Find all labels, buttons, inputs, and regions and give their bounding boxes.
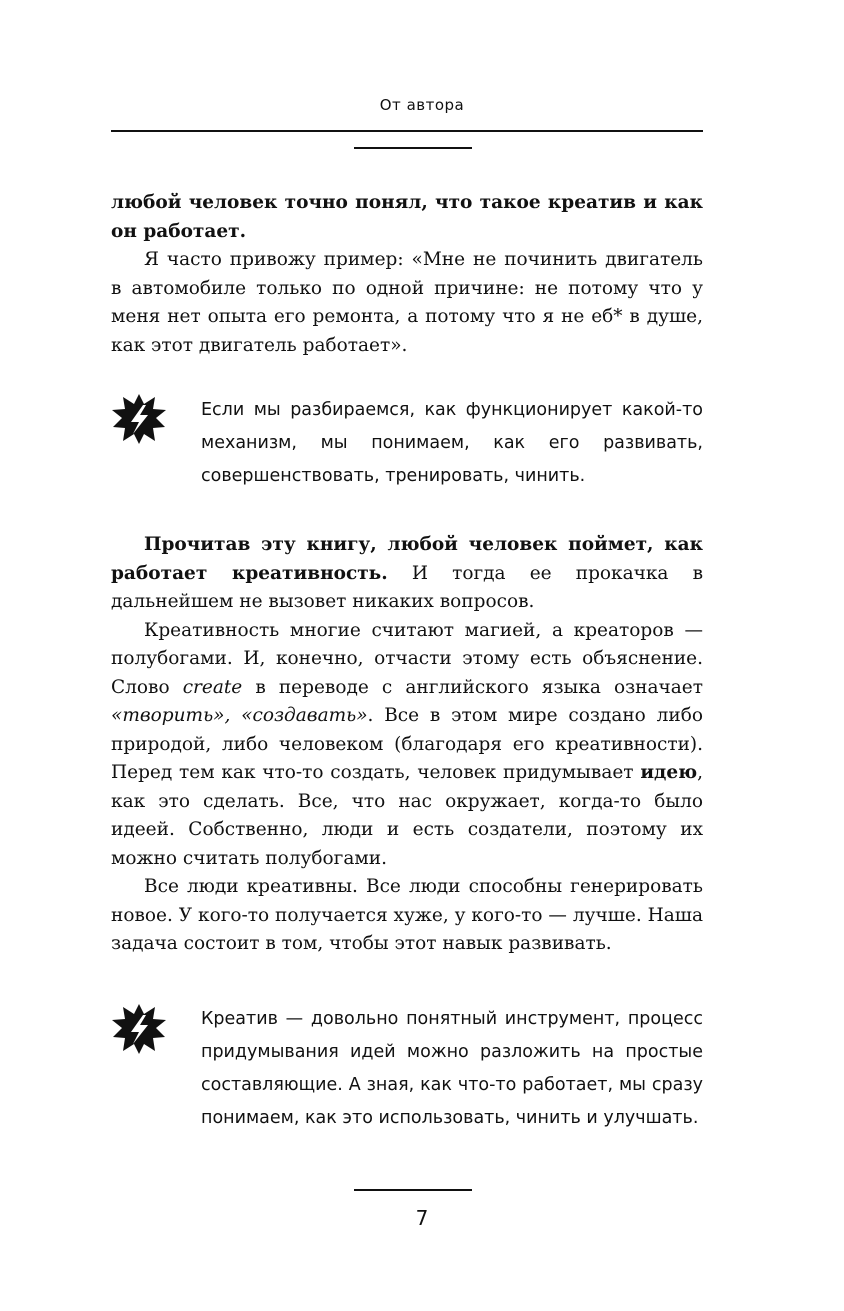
header-rule [111,130,703,132]
word-idea: идею [640,762,698,783]
callout-1-text: Если мы разбираемся, как функционирует какой-то механизм, мы понимаем, как его развивать, совершенствовать, тренировать, чинить. [201,400,703,486]
callout-1 [111,393,703,493]
bold-lead: любой человек точно понял, что такое креатив и как он работает. [111,192,703,242]
running-head: От автора [379,96,465,114]
page-number: 7 [415,1206,429,1230]
translation-quote: «творить», «создавать» [111,705,368,726]
text-block-1 [111,189,703,360]
lightning-burst-icon [111,393,167,445]
text-block-2 [111,531,703,959]
footer-short-rule [354,1189,472,1191]
lightning-burst-icon [111,1003,167,1055]
engine-example-paragraph: Я часто привожу пример: «Мне не починить двигатель в автомобиле только по одной причине: не потому что у меня нет опыта его ремонта, а потому что я не еб* в душе, как этот двигатель работает». [111,249,703,356]
paragraph-creativity-magic: Креативность многие считают магией, а креаторов — полубогами. И, конечно, отчасти этому есть объяснение. Слово create в переводе с английского языка означает «творить», «создавать». Все в этом мире создано либо природой, либо человеком (благодаря его креативности). Перед тем как что-то создать, человек придумывает идею, как это сделать. Все, что нас окружает, когда-то было идеей. Собственно, люди и есть создатели, поэтому их можно считать полубогами. [111,619,703,869]
bold-lead-paragraph [111,189,703,246]
callout-2-text: Креатив — довольно понятный инструмент, процесс придумывания идей можно разложить на простые составляющие. А зная, как что-то работает, мы сразу понимаем, как это использовать, чинить и улучшать. [201,1009,703,1128]
bold-statement: Прочитав эту книгу, любой человек поймет, как работает креативность. [111,534,703,584]
header-short-rule [354,147,472,149]
paragraph-read-this-book: Прочитав эту книгу, любой человек поймет, как работает креативность. И тогда ее прокачка в дальнейшем не вызовет никаких вопросов. [111,534,704,612]
word-create: create [182,676,243,698]
paragraph-all-creative: Все люди креативны. Все люди способны генерировать новое. У кого-то получается хуже, у кого-то — лучше. Наша задача состоит в том, чтобы этот навык развивать. [111,876,703,954]
callout-2 [111,1003,703,1137]
